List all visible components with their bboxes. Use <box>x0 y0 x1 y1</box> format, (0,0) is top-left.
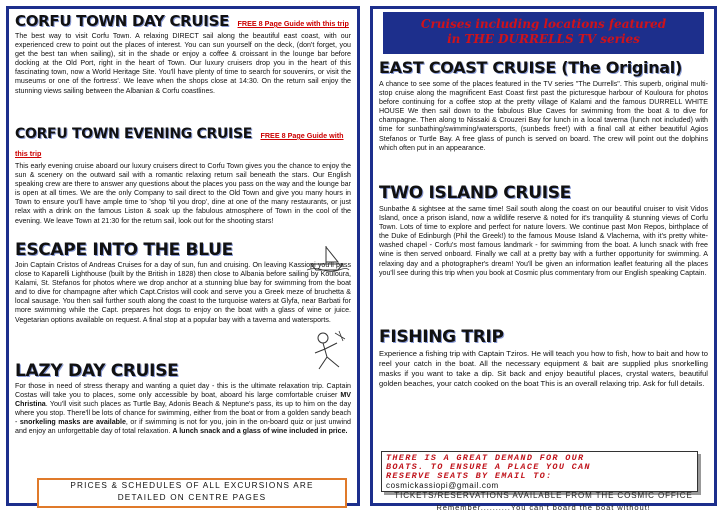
section-title: CORFU TOWN DAY CRUISE <box>15 12 230 30</box>
free-guide-badge: FREE 8 Page Guide with this trip <box>15 131 344 158</box>
notice-line: RESERVE SEATS BY EMAIL TO: <box>386 471 553 481</box>
section-title: FISHING TRIP <box>379 327 504 347</box>
section-text: For those in need of stress therapy and wanting a quiet day - this is the ultimate relaxation trip. Captain Costas will take you to places, some only accessible by boat, aboard his large comfortable cruiser MV Christina. You'll visit such places as Turtle Bay, Adonis Beach & Neptune's pass, its up to him on the day where you stop. There'll be lots of chance for swimming, either from the boat or from a golden sandy beach - snorkeling masks are available, or if swimming is not for you, join in the on-board quiz or just unwind and enjoy an unforgettable day of total relaxation. A lunch snack and a glass of wine included in price. <box>15 382 351 436</box>
banner-line: in THE DURRELLS TV series <box>447 32 640 46</box>
section-text: This early evening cruise aboard our luxury cruisers direct to Corfu Town gives you the chance to enjoy the sun & scenery on the outward sail with a romantic relaxing return sail beneath the stars. Our English speaking crew are there to answer any questions about the places you pass on the way and the lounge bar is open at all times. We are the only Company to sail direct to the Old Town and give you many hours in Town to ensure you'll have ample time to 'shop 'til you drop', dine at one of the many restaurants, or just relax with a drink on the famous Liston & soak up the fabulous atmosphere of Town in the cool of the evening. We leave Town at 21:30 for the return sail, look out for the shooting stars! <box>15 162 351 225</box>
escape-into-the-blue-section <box>15 240 351 325</box>
footer-line: DETAILED ON CENTRE PAGES <box>117 493 267 502</box>
reservation-email: cosmickassiopi@gmail.com <box>386 481 499 490</box>
tickets-line: TICKETS/RESERVATIONS AVAILABLE FROM THE COSMIC OFFICE <box>394 491 693 500</box>
notice-line: THERE IS A GREAT DEMAND FOR OUR <box>386 453 585 463</box>
section-text: Sunbathe & sightsee at the same time! Sail south along the coast on our beautiful cruiser to visit Vidos Island, once a prison island, now a wildlife reserve & noted for it's tranquility & stunning views of Corfu Town. Lots of time to explore and perfect for nature lovers. We continue past Mon Repos, birthplace of the Duke of Edinburgh (Phil the Greek!) to the famous Mouse Island & Vlacherna, with it's pretty white-washed chapel - Corfu's most famous landmark - for swimming from the boat. A lunch snack with free wine is then served onboard. Finally we call at a pretty bay with a further opportunity for swimming. A relaxing day and a photographer's dream! You'll be given an information leaflet featuring all the places you'll see during this trip when you book at Cosmic plus commentary from our English speaking Captain. <box>379 205 708 277</box>
section-text: Experience a fishing trip with Captain Tziros. He will teach you how to fish, how to bait and how to reel your catch in the boat. All the necessary equipment & bait are supplied plus snorkelling masks if you want to take a dip. Sit back and enjoy beautiful places, crystal waters, beautiful golden beaches, your catch cooked on the boat This is an overall relaxing trip. Ask for full details. <box>379 349 708 388</box>
right-page <box>370 6 717 512</box>
tickets-info <box>373 490 714 502</box>
banner-line: Cruises including locations featured <box>420 17 667 31</box>
section-title: CORFU TOWN EVENING CRUISE <box>15 126 252 142</box>
section-title: EAST COAST CRUISE (The Original) <box>379 58 682 77</box>
prices-schedules-box <box>37 478 347 508</box>
corfu-town-day-section <box>15 12 351 96</box>
remember-line: Remember..........You can't board the boat without! <box>436 503 651 512</box>
durrells-banner <box>383 12 704 54</box>
section-title: ESCAPE INTO THE BLUE <box>15 240 233 260</box>
lazy-day-section <box>15 361 351 437</box>
section-text: A chance to see some of the places featured in the TV series "The Durrells". This superb, original multi-stop cruise along the magnificent East Coast first past the picturesque harbour of Kouloura for photos before continuing for a coffee stop at the pretty village of Kalami and the famous DURRELL WHITE HOUSE We then sail down to the fabulous Blue Caves for swimming from the boat & to dive for champagne. Then along to Nissaki & Crouzeri Bay for lunch in a local taverna (lunch not included) with time for sunbathing/swimming/watersports, (sunbeds free!) with a final call at either beautiful Agios Stefanos or Turtle Bay. A free glass of punch is served on board. The crew will point out the dolphins which often put in an appearance. <box>379 80 708 152</box>
sunbather-sketch-icon <box>309 329 353 373</box>
corfu-town-evening-section <box>15 125 351 226</box>
fishing-trip-section <box>379 327 708 389</box>
free-guide-badge: FREE 8 Page Guide with this trip <box>237 19 349 28</box>
reservation-notice <box>381 451 698 492</box>
section-title: TWO ISLAND CRUISE <box>379 183 571 203</box>
footer-line: PRICES & SCHEDULES OF ALL EXCURSIONS ARE <box>70 481 314 490</box>
left-page <box>6 6 360 506</box>
notice-line: BOATS. TO ENSURE A PLACE YOU CAN <box>386 462 591 472</box>
two-island-section <box>379 183 708 278</box>
sailboat-sketch-icon <box>305 244 349 272</box>
east-coast-section <box>379 58 708 153</box>
section-text: The best way to visit Corfu Town. A relaxing DIRECT sail along the beautiful east coast, with our experienced crew to point out the places of interest. You can sun yourself on the deck, (don't forget, you get the best tan when sailing), sit in the shade or enjoy a coffee & croissant in the lounge bar before docking at the Old Port, right in the heart of Town. Our luxury cruisers drop you in the heart of this fascinating town, now a World Heritage Site. You'll have plenty of time to search for souvenirs, or visit the museums or one of the fortress'. We leave when the shops close at 14:30. On the return sail enjoy the stunning views sailing between the Albanian & Corfu coastlines. <box>15 32 351 95</box>
section-text: Join Captain Cristos of Andreas Cruises for a day of sun, fun and cruising. On leaving Kassiopi you'll pass close to Kaparelli Lighthouse (built by the British in 1828) then close to Albania before sailing by Kouloura, Kalami, St. Stefanos for photos where we drop anchor at a stunning blue bay for swimming from the boat and to dive for champagne after which Capt.Cristos will cook and serve you a Greek meze of bruchetta & local sausage. You then sail further south along the coast to the turquoise waters at Glyfa, near Barbati for more swimming while the Capt. prepares hot dogs to enjoy on the boat with a glass of wine or juice. Vegetarian options available on request. A final stop at a popular bay with a taverna and watersports. <box>15 261 351 324</box>
section-title: LAZY DAY CRUISE <box>15 361 179 381</box>
